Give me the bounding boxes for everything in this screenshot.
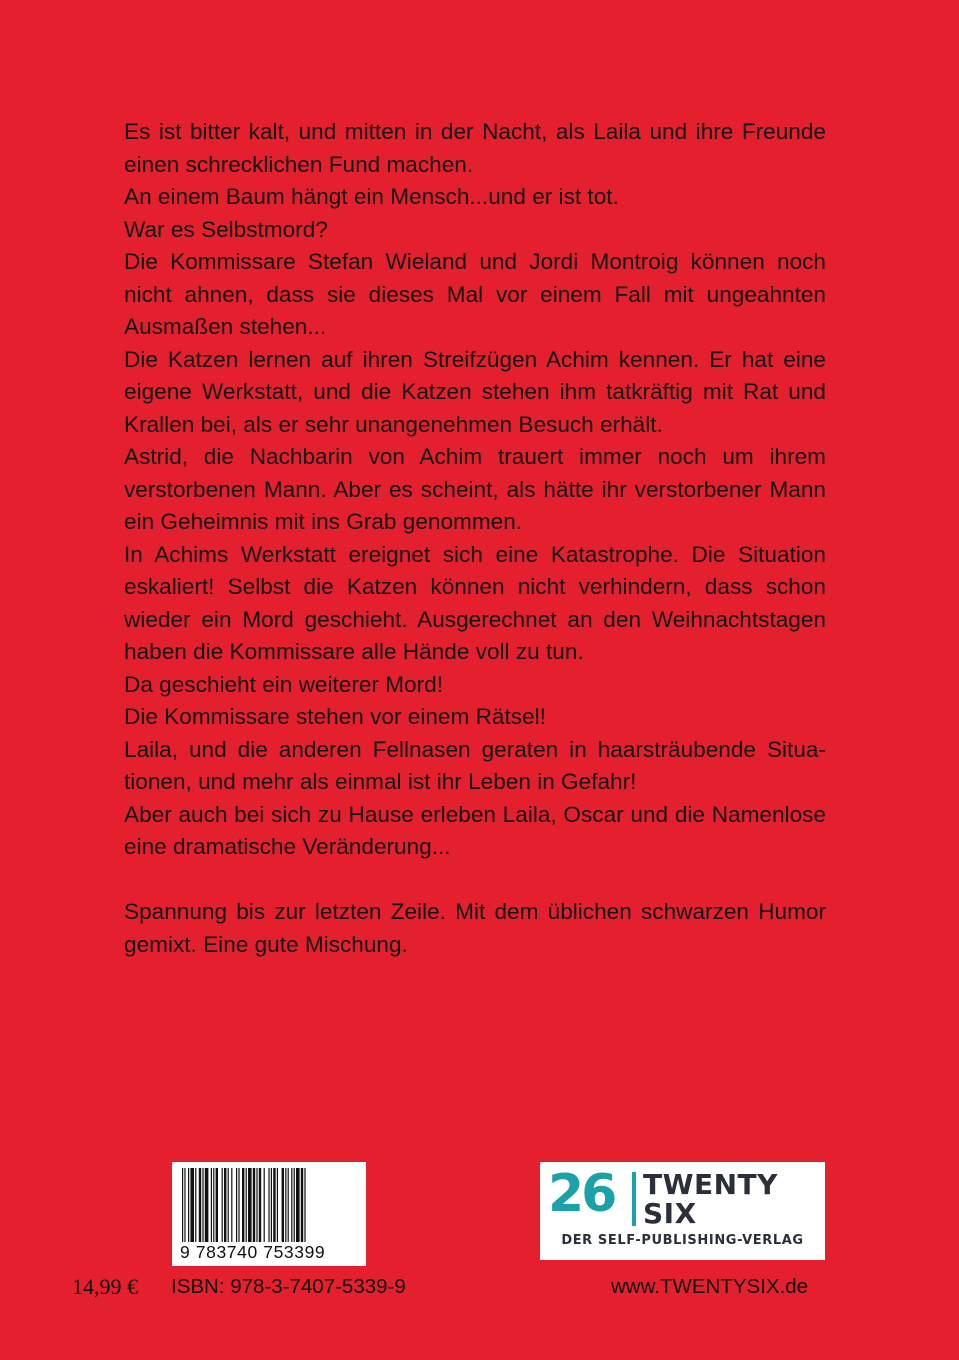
barcode-bar <box>213 1168 214 1242</box>
barcode-bar <box>285 1168 286 1242</box>
barcode-number: 9 783740 753399 <box>180 1242 326 1262</box>
barcode-bar <box>294 1168 295 1242</box>
barcode-bar <box>188 1168 189 1242</box>
logo-name-line2: SIX <box>643 1197 697 1230</box>
barcode-bar <box>238 1168 239 1242</box>
barcode-bar <box>259 1168 261 1242</box>
blurb-closing: Spannung bis zur letzten Zeile. Mit dem üblichen schwarzen Humor gemixt. Eine gute Mischung. <box>124 899 826 957</box>
barcode-bar <box>273 1168 275 1242</box>
barcode <box>172 1162 366 1266</box>
logo-number: 26 <box>548 1164 615 1224</box>
publisher-logo <box>540 1162 825 1260</box>
barcode-bar <box>271 1168 272 1242</box>
barcode-bar <box>242 1168 244 1242</box>
barcode-bar <box>304 1168 305 1242</box>
barcode-bar <box>246 1168 247 1242</box>
blurb-paragraph: An einem Baum hängt ein Mensch...und er ist tot. <box>124 184 619 209</box>
barcode-bar <box>224 1168 226 1242</box>
barcode-bar <box>231 1168 232 1242</box>
barcode-bar <box>264 1168 265 1242</box>
barcode-bar <box>277 1168 278 1242</box>
logo-name-line1: TWENTY <box>643 1168 778 1201</box>
barcode-bar <box>195 1168 196 1242</box>
blurb-paragraph: In Achims Werkstatt ereignet sich eine Katastrophe. Die Situation eskaliert! Selbst die Katzen können nicht verhindern, dass schon wieder ein Mord geschieht. Ausgerechnet an den Weihnachtstagen haben die Kommissare alle Hände voll zu tun. <box>124 541 826 664</box>
blurb-paragraph: Es ist bitter kalt, und mitten in der Nacht, als Laila und ihre Freunde einen schrecklichen Fund machen. <box>124 119 826 177</box>
barcode-bar <box>256 1168 257 1242</box>
barcode-bar <box>253 1168 255 1242</box>
paragraph-spacer <box>124 864 826 897</box>
barcode-bar <box>288 1168 289 1242</box>
logo-divider <box>632 1172 636 1226</box>
barcode-bars <box>182 1168 356 1242</box>
publisher-url: www.TWENTYSIX.de <box>611 1275 809 1298</box>
back-cover-blurb <box>124 116 826 961</box>
barcode-bar <box>296 1168 300 1242</box>
barcode-bar <box>211 1168 212 1242</box>
price: 14,99 € <box>72 1274 138 1299</box>
blurb-paragraph: Die Kommissare Stefan Wieland und Jordi Montroig können noch nicht ahnen, dass sie dieses Mal vor einem Fall mit ungeahnten Ausmaßen stehen... <box>124 249 826 339</box>
barcode-bar <box>268 1168 269 1242</box>
isbn: ISBN: 978-3-7407-5339-9 <box>171 1275 406 1298</box>
barcode-bar <box>248 1168 252 1242</box>
barcode-bar <box>236 1168 237 1242</box>
barcode-bar <box>205 1168 209 1242</box>
barcode-bar <box>282 1168 284 1242</box>
barcode-bar <box>202 1168 203 1242</box>
barcode-bar <box>216 1168 218 1242</box>
barcode-bar <box>199 1168 201 1242</box>
barcode-bar <box>291 1168 292 1242</box>
blurb-paragraph: Die Katzen lernen auf ihren Streifzügen Achim kennen. Er hat eine eigene Werkstatt, und die Katzen stehen ihm tatkräftig mit Rat und Krallen bei, als er sehr unangenehmen Besuch erhält. <box>124 346 826 437</box>
blurb-paragraph: Da geschieht ein weiterer Mord! <box>124 671 443 697</box>
barcode-bar <box>301 1168 303 1242</box>
barcode-bar <box>190 1168 194 1242</box>
barcode-bar <box>184 1168 185 1242</box>
barcode-bar <box>222 1168 223 1242</box>
logo-tagline: DER SELF-PUBLISHING-VERLAG <box>561 1233 804 1248</box>
barcode-bar <box>228 1168 229 1242</box>
blurb-paragraph: War es Selbstmord? <box>124 216 328 242</box>
barcode-bar <box>182 1168 183 1242</box>
blurb-paragraph: Aber auch bei sich zu Hause erleben Laila, Oscar und die Namenlose eine dramatische Veränderung... <box>124 801 826 859</box>
blurb-paragraph: Laila, und die anderen Fellnasen geraten in haarsträubende Situationen, und mehr als einmal ist ihr Leben in Gefahr! <box>124 736 826 794</box>
blurb-paragraph: Die Kommissare stehen vor einem Rätsel! <box>124 704 546 729</box>
blurb-paragraph: Astrid, die Nachbarin von Achim trauert immer noch um ihrem verstorbenen Mann. Aber es scheint, als hätte ihr verstorbener Mann ein Geheimnis mit ins Grab genommen. <box>124 444 826 534</box>
